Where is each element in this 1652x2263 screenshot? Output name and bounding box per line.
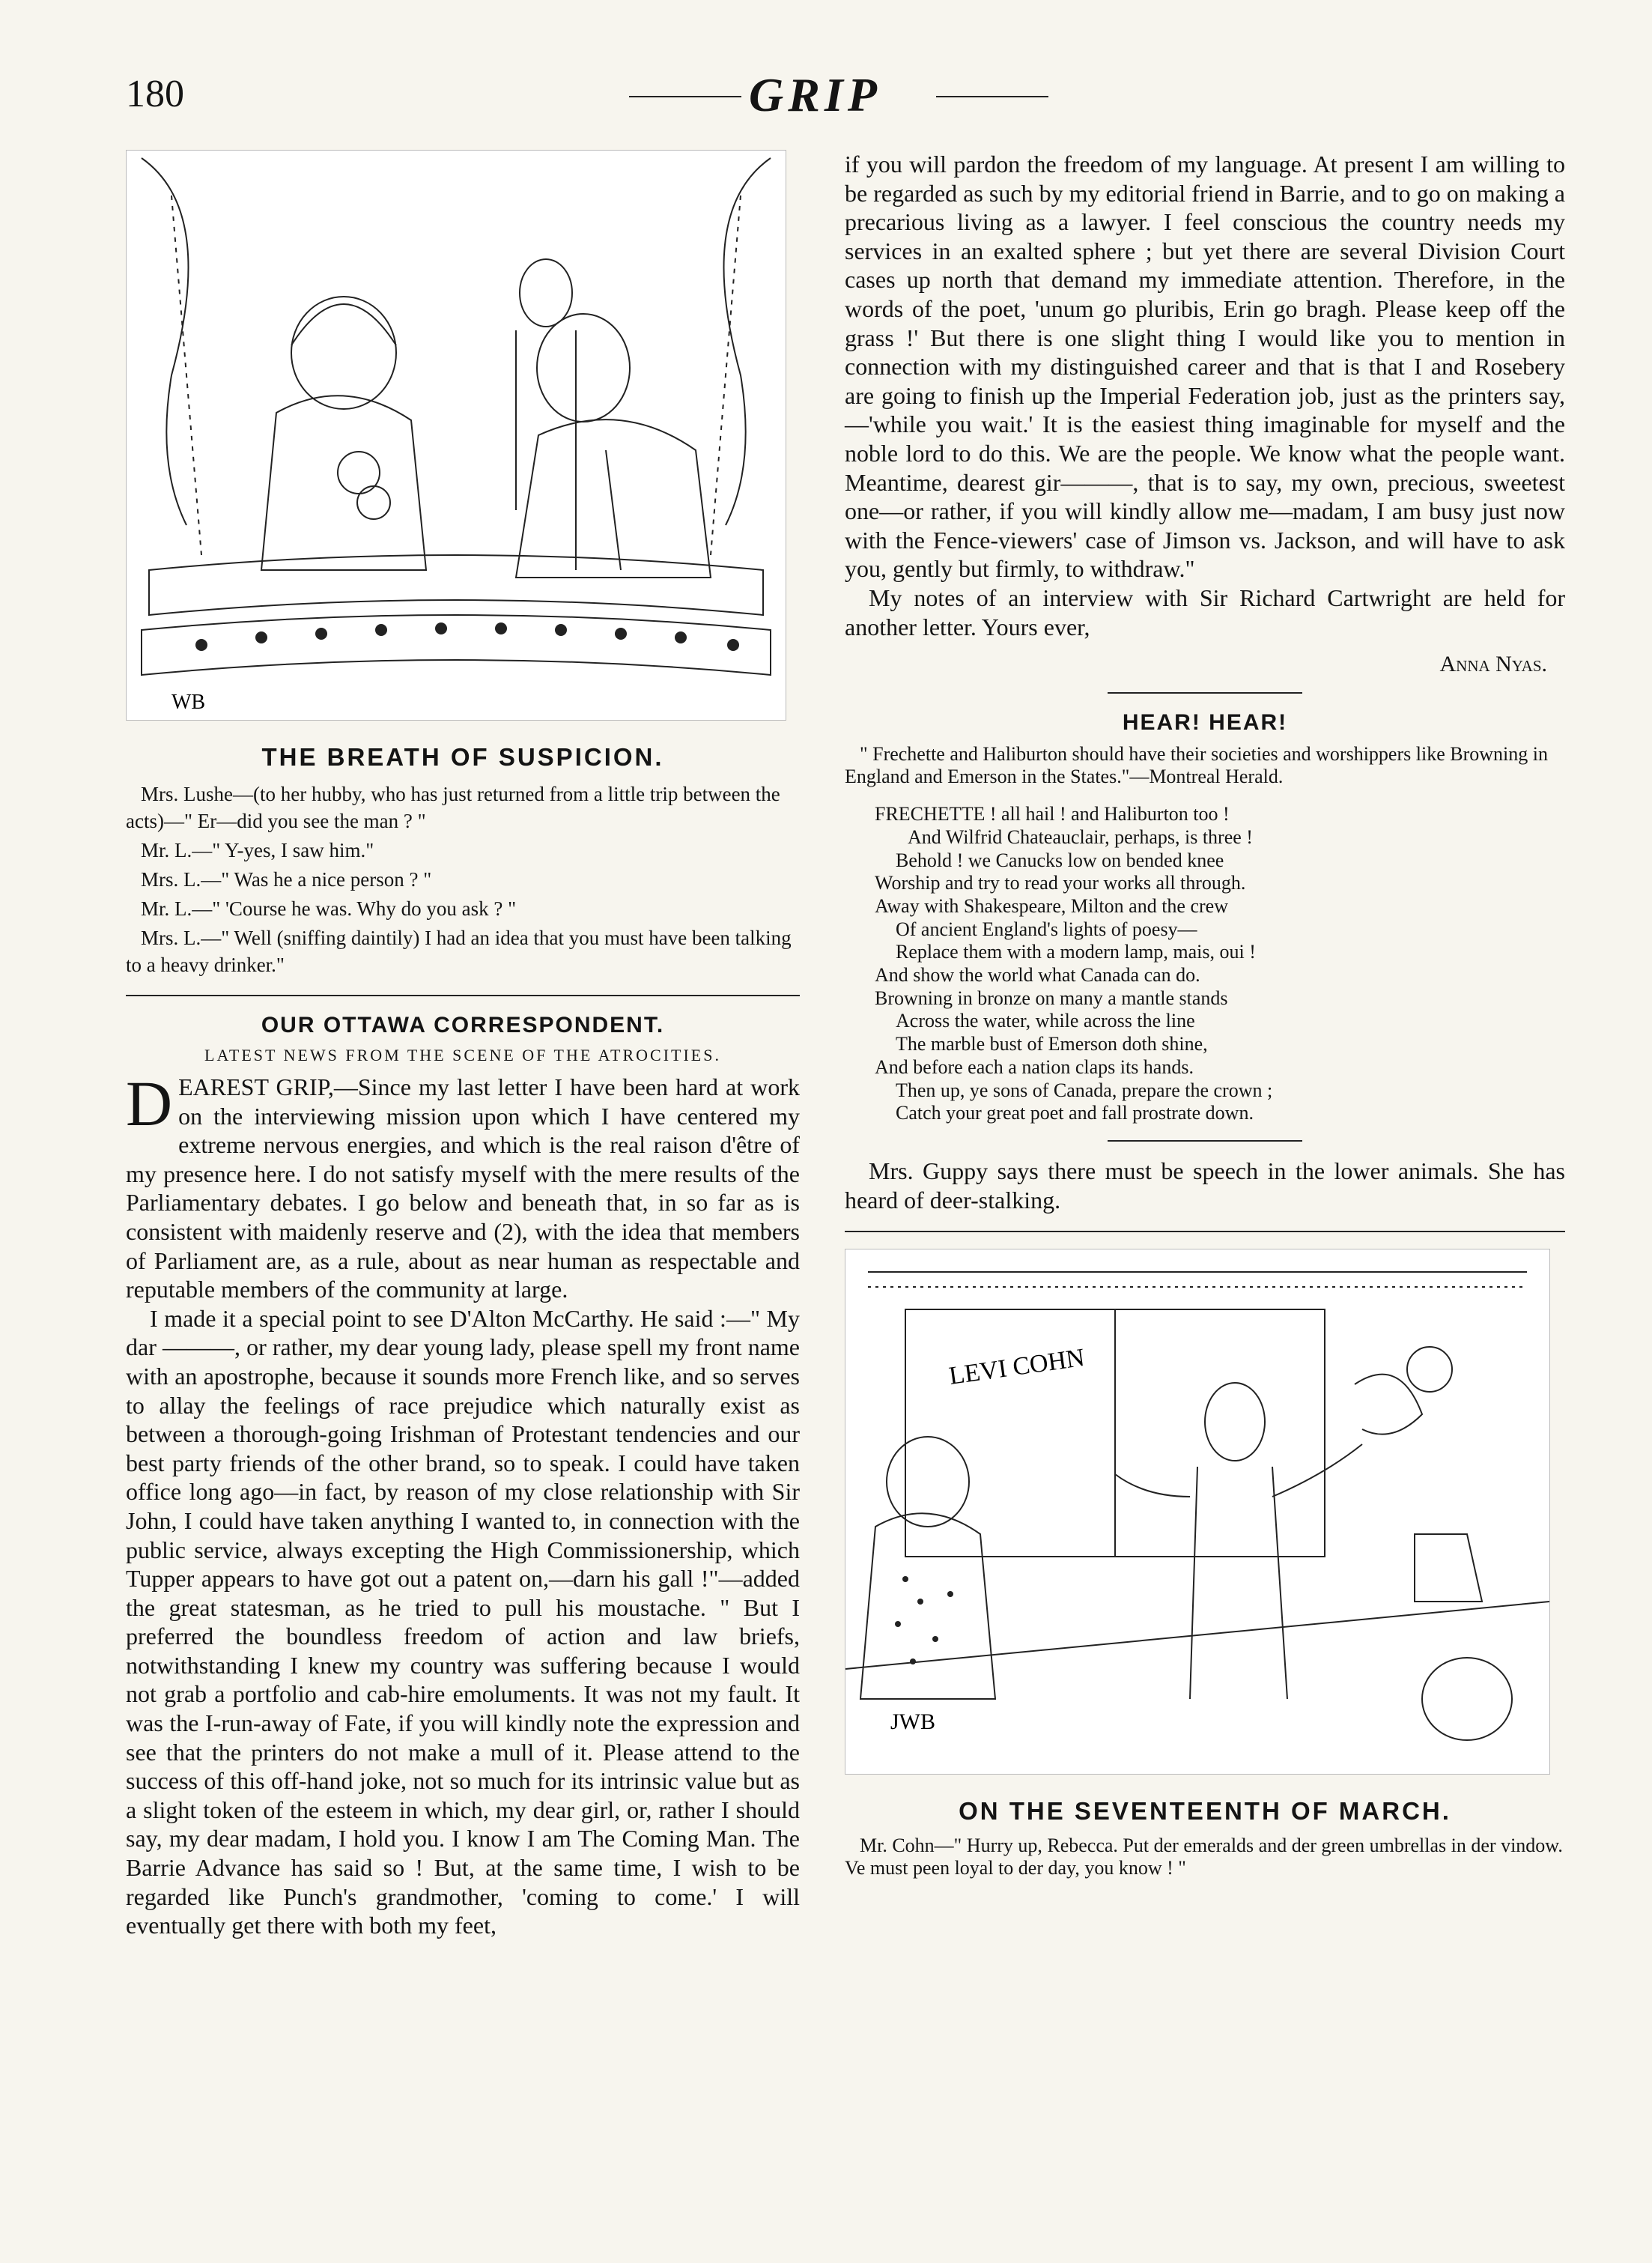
- poem-line: Across the water, while across the line: [896, 1010, 1195, 1032]
- short-divider: [1108, 1140, 1302, 1142]
- drop-cap: D: [126, 1067, 173, 1139]
- cartoon2-title: ON THE SEVENTEENTH OF MARCH.: [959, 1797, 1451, 1826]
- dialog-line: Mrs. L.—" Was he a nice person ? ": [141, 868, 432, 891]
- dialog-line: Mr. L.—" 'Course he was. Why do you ask ? ": [141, 897, 517, 920]
- artist-mark-2: JWB: [890, 1709, 935, 1735]
- shop-illustration: [845, 1249, 1549, 1774]
- article-paragraph-1: EAREST GRIP,—Since my last letter I have been hard at work on the interviewing mission upon which I have centered my extreme nervous energies, and which is the real raison d'être of my presence here. I do not satisfy myself with the mere results of the Parliamentary debates. I go below and beneath that, in so far as is consistent with maidenly reserve and (2), with the idea that members of Parliament are, as a rule, about as near human as respectable and reputable members of the community at large.: [126, 1073, 800, 1303]
- hear-hear-quote: [845, 743, 1565, 788]
- hear-hear-title: HEAR! HEAR!: [1122, 710, 1288, 736]
- article-subtitle: LATEST NEWS FROM THE SCENE OF THE ATROCITIES.: [204, 1046, 721, 1064]
- poem-line: And Wilfrid Chateauclair, perhaps, is three !: [908, 825, 1253, 848]
- article-signature: Anna Nyas.: [1439, 652, 1547, 677]
- poem-line: Replace them with a modern lamp, mais, oui !: [896, 941, 1256, 963]
- masthead-title: GRIP: [749, 68, 881, 121]
- article-title: OUR OTTAWA CORRESPONDENT.: [261, 1013, 665, 1037]
- poem-line: The marble bust of Emerson doth shine,: [896, 1033, 1208, 1055]
- masthead: [0, 0, 1652, 150]
- article-continuation: [845, 150, 1565, 641]
- poem-line: Then up, ye sons of Canada, prepare the crown ;: [896, 1079, 1273, 1101]
- dialog-line: Mrs. L.—" Well (sniffing daintily) I had an idea that you must have been talking to a heavy drinker.": [126, 927, 792, 976]
- short-divider: [1108, 692, 1302, 694]
- guppy-text: Mrs. Guppy says there must be speech in the lower animals. She has heard of deer-stalking.: [845, 1157, 1565, 1214]
- cartoon2-caption: [845, 1835, 1565, 1879]
- poem-line: Worship and try to read your works all through.: [875, 872, 1246, 894]
- poem-line: And show the world what Canada can do.: [875, 964, 1200, 987]
- cartoon-shop-window: [845, 1249, 1550, 1775]
- article-paragraph-2: I made it a special point to see D'Alton McCarthy. He said :—" My dar ———, or rather, my dear young lady, please spell my front name with an apostrophe, because it sounds more French like, and so serves to allay the feelings of race prejudice which naturally exist as between a thorough-going Irishman of Protestant tendencies and our best party friends of the other brand, so to speak. I could have taken office long ago—in fact, by reason of my close relationship with Sir John, I could have taken anything I wanted to, in connection with the public service, always excepting the High Commissionership, which Tupper appears to have got out a patent on,—darn his gall !"—added the great statesman, as he tried to pull his moustache. " But I preferred the boundless freedom of action and law briefs, notwithstanding I knew my country was suffering because I would not grab a portfolio and cab-hire emoluments. It was not my fault. It was the I-run-away of Fate, if you will kindly note the expression and see that the printers do not make a mull of it. Please attend to the success of this off-hand joke, not so much for its intrinsic value but as a slight token of the esteem in which, my dear girl, or, rather I should say, my dear madam, I hold you. I know I am The Coming Man. The Barrie Advance has said so ! But, at the same time, I wish to be regarded like Punch's grandmother, 'coming to come.' I will eventually get there with both my feet,: [126, 1304, 800, 1939]
- poem-line: Browning in bronze on many a mantle stands: [875, 987, 1228, 1009]
- theatre-illustration: [127, 151, 786, 720]
- poem-line: FRECHETTE ! all hail ! and Haliburton too !: [875, 803, 1230, 825]
- poem-line: Away with Shakespeare, Milton and the crew: [875, 894, 1228, 917]
- left-column: [126, 150, 800, 1940]
- cartoon1-title: THE BREATH OF SUSPICION.: [261, 743, 664, 771]
- poem-line: Behold ! we Canucks low on bended knee: [896, 849, 1224, 871]
- section-divider: [126, 995, 800, 996]
- article-paragraph-3: if you will pardon the freedom of my language. At present I am willing to be regarded as such by my editorial friend in Barrie, and to go on making a precarious living as a lawyer. I feel conscious the country needs my services in an exalted sphere ; but yet there are several Division Court cases up north that demand my immediate attention. Therefore, in the words of the poet, 'unum go pluribis, Erin go bragh. Please keep off the grass !' But there is one slight thing I would like you to mention in connection with my distinguished career and that is that I and Rosebery are going to finish up the Imperial Federation job, just as the printers say,—'while you wait.' It is the easiest thing imaginable for myself and the noble lord to do this. We are the people. We know what the people want. Meantime, dearest gir———, that is to say, my own, precious, sweetest one—or rather, if you will kindly allow me—madam, I am busy just now with the Fence-viewers' case of Jimson vs. Jackson, and will have to ask you, gently but firmly, to withdraw.": [845, 151, 1565, 583]
- poem-line: Of ancient England's lights of poesy—: [896, 918, 1197, 940]
- poem-line: And before each a nation claps its hands.: [875, 1055, 1194, 1078]
- cartoon1-dialog: [126, 781, 800, 978]
- section-divider: [845, 1231, 1565, 1232]
- article-paragraph-4: My notes of an interview with Sir Richard Cartwright are held for another letter. Yours ever,: [845, 584, 1565, 640]
- guppy-note: [845, 1157, 1565, 1214]
- poem-line: Catch your great poet and fall prostrate down.: [896, 1102, 1254, 1124]
- window-lettering: LEVI COHN: [947, 1344, 1087, 1391]
- masthead-rule-right: [936, 96, 1048, 97]
- quote-text: " Frechette and Haliburton should have their societies and worshippers like Browning in England and Emerson in the States."—Montreal Herald.: [845, 743, 1548, 788]
- right-column: [845, 150, 1565, 1882]
- cartoon2-caption-text: Mr. Cohn—" Hurry up, Rebecca. Put der emeralds and der green umbrellas in der vindow. Ve must peen loyal to der day, you know ! ": [845, 1835, 1563, 1879]
- dialog-line: Mrs. Lushe—(to her hubby, who has just returned from a little trip between the acts)—" Er—did you see the man ? ": [126, 783, 780, 832]
- poem: [875, 803, 1565, 1125]
- article-body: [126, 1067, 800, 1940]
- masthead-rule-left: [629, 96, 741, 97]
- cartoon-theatre-box: [126, 150, 786, 721]
- artist-mark-1: WB: [171, 691, 206, 714]
- dialog-line: Mr. L.—" Y-yes, I saw him.": [141, 839, 374, 861]
- page-number: 180: [126, 73, 184, 115]
